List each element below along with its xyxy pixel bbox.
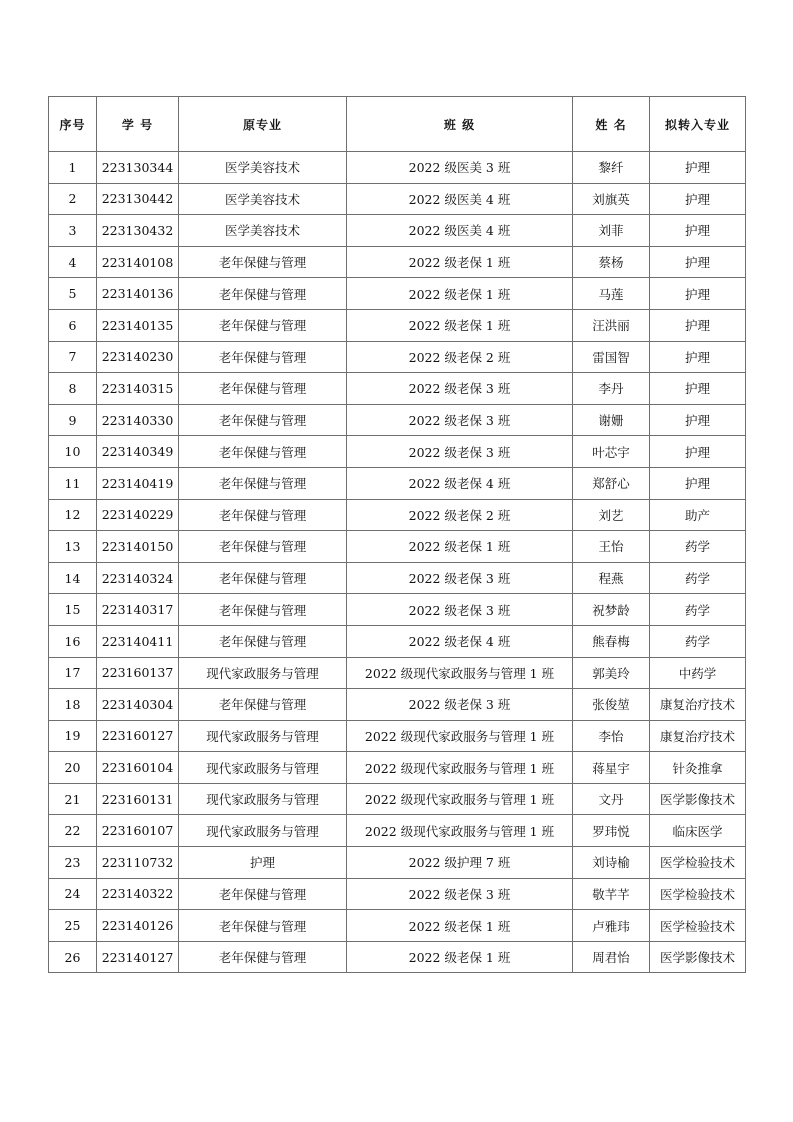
cell-no: 23: [49, 847, 97, 879]
cell-no: 20: [49, 752, 97, 784]
cell-original-major: 老年保健与管理: [179, 531, 347, 563]
table-row: [49, 878, 746, 910]
cell-student-id: 223140330: [97, 404, 179, 436]
table-row: [49, 941, 746, 973]
cell-student-id: 223160127: [97, 720, 179, 752]
cell-name: 卢雅玮: [573, 910, 650, 942]
table-row: [49, 594, 746, 626]
cell-name: 雷国智: [573, 341, 650, 373]
cell-original-major: 老年保健与管理: [179, 341, 347, 373]
table-row: [49, 752, 746, 784]
cell-class: 2022 级现代家政服务与管理 1 班: [347, 783, 573, 815]
cell-name: 刘诗榆: [573, 847, 650, 879]
cell-target-major: 医学检验技术: [650, 847, 746, 879]
cell-name: 程燕: [573, 562, 650, 594]
table-row: [49, 783, 746, 815]
cell-name: 李怡: [573, 720, 650, 752]
cell-no: 15: [49, 594, 97, 626]
cell-class: 2022 级医美 3 班: [347, 152, 573, 184]
cell-class: 2022 级老保 2 班: [347, 341, 573, 373]
cell-original-major: 老年保健与管理: [179, 910, 347, 942]
cell-target-major: 助产: [650, 499, 746, 531]
cell-name: 文丹: [573, 783, 650, 815]
cell-class: 2022 级现代家政服务与管理 1 班: [347, 752, 573, 784]
cell-student-id: 223140317: [97, 594, 179, 626]
header-original-major: 原专业: [179, 97, 347, 152]
table-row: [49, 341, 746, 373]
cell-name: 谢姗: [573, 404, 650, 436]
cell-no: 3: [49, 215, 97, 247]
cell-class: 2022 级护理 7 班: [347, 847, 573, 879]
cell-target-major: 护理: [650, 278, 746, 310]
cell-student-id: 223160104: [97, 752, 179, 784]
cell-target-major: 针灸推拿: [650, 752, 746, 784]
cell-student-id: 223140136: [97, 278, 179, 310]
cell-no: 11: [49, 467, 97, 499]
cell-student-id: 223140324: [97, 562, 179, 594]
cell-no: 19: [49, 720, 97, 752]
cell-name: 祝梦龄: [573, 594, 650, 626]
cell-student-id: 223160131: [97, 783, 179, 815]
cell-class: 2022 级老保 1 班: [347, 278, 573, 310]
cell-no: 4: [49, 246, 97, 278]
table-row: [49, 562, 746, 594]
cell-class: 2022 级老保 1 班: [347, 246, 573, 278]
cell-target-major: 医学检验技术: [650, 878, 746, 910]
cell-target-major: 护理: [650, 183, 746, 215]
table-row: [49, 215, 746, 247]
cell-class: 2022 级老保 1 班: [347, 531, 573, 563]
cell-student-id: 223160137: [97, 657, 179, 689]
cell-original-major: 老年保健与管理: [179, 467, 347, 499]
cell-class: 2022 级老保 3 班: [347, 404, 573, 436]
cell-student-id: 223130344: [97, 152, 179, 184]
cell-original-major: 医学美容技术: [179, 152, 347, 184]
cell-name: 郭美玲: [573, 657, 650, 689]
table-row: [49, 815, 746, 847]
header-name: 姓 名: [573, 97, 650, 152]
cell-no: 6: [49, 309, 97, 341]
cell-student-id: 223140150: [97, 531, 179, 563]
cell-original-major: 现代家政服务与管理: [179, 783, 347, 815]
cell-original-major: 老年保健与管理: [179, 278, 347, 310]
cell-original-major: 医学美容技术: [179, 183, 347, 215]
table-row: [49, 689, 746, 721]
cell-name: 郑舒心: [573, 467, 650, 499]
cell-class: 2022 级老保 3 班: [347, 689, 573, 721]
cell-no: 13: [49, 531, 97, 563]
table-row: [49, 467, 746, 499]
cell-target-major: 临床医学: [650, 815, 746, 847]
cell-target-major: 医学影像技术: [650, 783, 746, 815]
cell-class: 2022 级医美 4 班: [347, 215, 573, 247]
cell-class: 2022 级老保 4 班: [347, 467, 573, 499]
cell-name: 蒋星宇: [573, 752, 650, 784]
cell-class: 2022 级医美 4 班: [347, 183, 573, 215]
cell-name: 马莲: [573, 278, 650, 310]
cell-class: 2022 级现代家政服务与管理 1 班: [347, 815, 573, 847]
table-row: [49, 625, 746, 657]
cell-original-major: 老年保健与管理: [179, 246, 347, 278]
cell-student-id: 223140127: [97, 941, 179, 973]
cell-student-id: 223140230: [97, 341, 179, 373]
cell-original-major: 老年保健与管理: [179, 404, 347, 436]
cell-original-major: 护理: [179, 847, 347, 879]
cell-target-major: 护理: [650, 404, 746, 436]
cell-student-id: 223140108: [97, 246, 179, 278]
cell-target-major: 中药学: [650, 657, 746, 689]
cell-student-id: 223130442: [97, 183, 179, 215]
cell-name: 黎纤: [573, 152, 650, 184]
cell-original-major: 老年保健与管理: [179, 373, 347, 405]
cell-no: 24: [49, 878, 97, 910]
table-row: [49, 152, 746, 184]
cell-student-id: 223140229: [97, 499, 179, 531]
table-row: [49, 183, 746, 215]
cell-name: 刘艺: [573, 499, 650, 531]
cell-target-major: 药学: [650, 625, 746, 657]
table-row: [49, 720, 746, 752]
cell-target-major: 护理: [650, 467, 746, 499]
cell-no: 21: [49, 783, 97, 815]
table-row: [49, 847, 746, 879]
cell-name: 熊春梅: [573, 625, 650, 657]
cell-student-id: 223140322: [97, 878, 179, 910]
cell-student-id: 223110732: [97, 847, 179, 879]
cell-name: 李丹: [573, 373, 650, 405]
cell-class: 2022 级老保 2 班: [347, 499, 573, 531]
cell-student-id: 223140126: [97, 910, 179, 942]
cell-original-major: 现代家政服务与管理: [179, 720, 347, 752]
cell-original-major: 老年保健与管理: [179, 625, 347, 657]
cell-original-major: 老年保健与管理: [179, 878, 347, 910]
cell-student-id: 223140411: [97, 625, 179, 657]
cell-target-major: 护理: [650, 215, 746, 247]
cell-target-major: 药学: [650, 562, 746, 594]
header-class: 班 级: [347, 97, 573, 152]
cell-class: 2022 级老保 3 班: [347, 562, 573, 594]
cell-student-id: 223140349: [97, 436, 179, 468]
cell-class: 2022 级现代家政服务与管理 1 班: [347, 720, 573, 752]
table-row: [49, 436, 746, 468]
table-row: [49, 309, 746, 341]
cell-no: 10: [49, 436, 97, 468]
cell-target-major: 护理: [650, 373, 746, 405]
cell-target-major: 医学影像技术: [650, 941, 746, 973]
cell-class: 2022 级老保 3 班: [347, 373, 573, 405]
cell-name: 刘旗英: [573, 183, 650, 215]
table-row: [49, 246, 746, 278]
cell-target-major: 护理: [650, 246, 746, 278]
cell-class: 2022 级老保 1 班: [347, 941, 573, 973]
table-row: [49, 278, 746, 310]
cell-target-major: 药学: [650, 594, 746, 626]
cell-no: 22: [49, 815, 97, 847]
cell-name: 蔡杨: [573, 246, 650, 278]
cell-class: 2022 级老保 1 班: [347, 309, 573, 341]
cell-no: 2: [49, 183, 97, 215]
cell-student-id: 223140304: [97, 689, 179, 721]
table-row: [49, 499, 746, 531]
cell-original-major: 现代家政服务与管理: [179, 815, 347, 847]
cell-student-id: 223140315: [97, 373, 179, 405]
cell-no: 17: [49, 657, 97, 689]
cell-no: 26: [49, 941, 97, 973]
cell-name: 王怡: [573, 531, 650, 563]
cell-student-id: 223130432: [97, 215, 179, 247]
transfer-list-table: [48, 96, 746, 973]
cell-original-major: 现代家政服务与管理: [179, 752, 347, 784]
table-row: [49, 910, 746, 942]
cell-original-major: 老年保健与管理: [179, 594, 347, 626]
cell-class: 2022 级老保 4 班: [347, 625, 573, 657]
cell-name: 汪洪丽: [573, 309, 650, 341]
cell-class: 2022 级老保 1 班: [347, 910, 573, 942]
cell-original-major: 医学美容技术: [179, 215, 347, 247]
table-row: [49, 404, 746, 436]
cell-target-major: 药学: [650, 531, 746, 563]
cell-target-major: 康复治疗技术: [650, 720, 746, 752]
cell-original-major: 老年保健与管理: [179, 499, 347, 531]
cell-student-id: 223160107: [97, 815, 179, 847]
table-row: [49, 373, 746, 405]
cell-name: 刘菲: [573, 215, 650, 247]
cell-student-id: 223140135: [97, 309, 179, 341]
cell-no: 7: [49, 341, 97, 373]
cell-target-major: 护理: [650, 341, 746, 373]
cell-class: 2022 级老保 3 班: [347, 878, 573, 910]
cell-no: 18: [49, 689, 97, 721]
cell-student-id: 223140419: [97, 467, 179, 499]
cell-name: 张俊堃: [573, 689, 650, 721]
table-body: [49, 152, 746, 973]
cell-class: 2022 级老保 3 班: [347, 594, 573, 626]
cell-original-major: 老年保健与管理: [179, 941, 347, 973]
cell-target-major: 护理: [650, 436, 746, 468]
cell-class: 2022 级现代家政服务与管理 1 班: [347, 657, 573, 689]
cell-target-major: 康复治疗技术: [650, 689, 746, 721]
cell-no: 5: [49, 278, 97, 310]
cell-target-major: 医学检验技术: [650, 910, 746, 942]
table-row: [49, 657, 746, 689]
cell-target-major: 护理: [650, 309, 746, 341]
cell-no: 9: [49, 404, 97, 436]
cell-no: 16: [49, 625, 97, 657]
cell-no: 14: [49, 562, 97, 594]
header-row: [49, 97, 746, 152]
cell-original-major: 老年保健与管理: [179, 562, 347, 594]
cell-class: 2022 级老保 3 班: [347, 436, 573, 468]
cell-no: 25: [49, 910, 97, 942]
cell-name: 叶芯宇: [573, 436, 650, 468]
cell-original-major: 老年保健与管理: [179, 309, 347, 341]
cell-name: 周君怡: [573, 941, 650, 973]
cell-name: 罗玮悦: [573, 815, 650, 847]
header-student-id: 学 号: [97, 97, 179, 152]
cell-no: 8: [49, 373, 97, 405]
table-row: [49, 531, 746, 563]
cell-target-major: 护理: [650, 152, 746, 184]
cell-no: 12: [49, 499, 97, 531]
cell-original-major: 老年保健与管理: [179, 436, 347, 468]
cell-name: 敬芊芊: [573, 878, 650, 910]
cell-original-major: 现代家政服务与管理: [179, 657, 347, 689]
cell-original-major: 老年保健与管理: [179, 689, 347, 721]
cell-no: 1: [49, 152, 97, 184]
table-header: [49, 97, 746, 152]
header-no: 序号: [49, 97, 97, 152]
header-target-major: 拟转入专业: [650, 97, 746, 152]
